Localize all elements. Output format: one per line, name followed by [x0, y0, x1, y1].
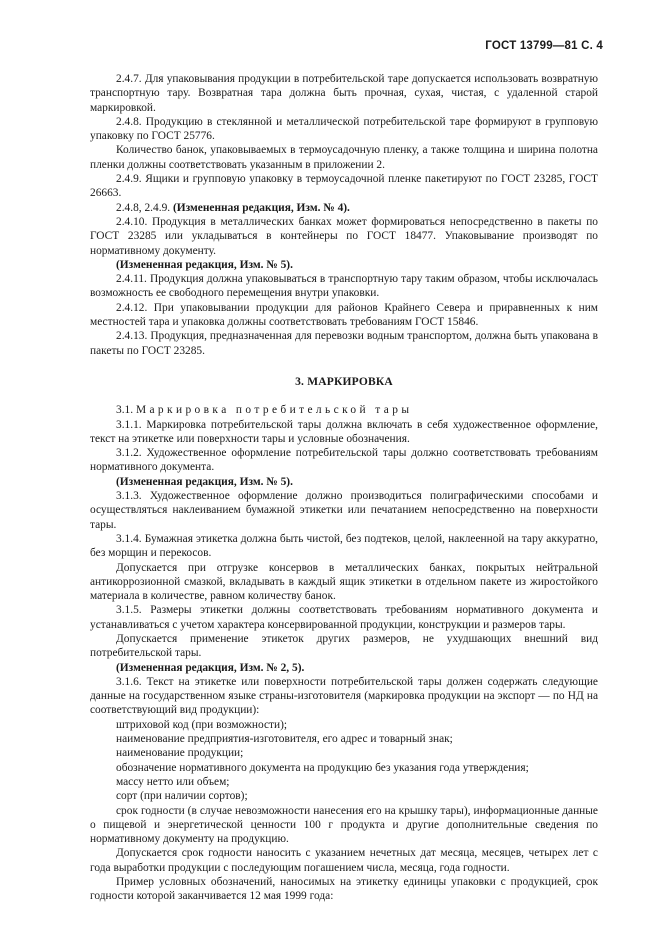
- paragraph-2-4-8: 2.4.8. Продукцию в стеклянной и металлической потребительской таре формируют в групповую упаковку по ГОСТ 25776.: [90, 115, 598, 143]
- amendment-note-izm5-a: (Измененная редакция, Изм. № 5).: [116, 258, 293, 271]
- list-item: сорт (при наличии сортов);: [116, 790, 248, 803]
- list-item: наименование предприятия-изготовителя, его адрес и товарный знак;: [116, 733, 453, 746]
- paragraph-2-4-13: 2.4.13. Продукция, предназначенная для перевозки водным транспортом, должна быть упакована в пакеты по ГОСТ 23285.: [90, 330, 598, 357]
- amendment-note-izm5-b: (Измененная редакция, Изм. № 5).: [116, 475, 293, 488]
- paragraph-2-4-12: 2.4.12. При упаковывании продукции для районов Крайнего Севера и приравненных к ним местностей тара и упаковка должны соответствовать требованиям ГОСТ 15846.: [90, 301, 598, 329]
- section-title: 3. МАРКИРОВКА: [295, 375, 393, 388]
- paragraph-3-1-1: 3.1.1. Маркировка потребительской тары должна включать в себя художественное оформление, текст на этикетке или поверхности тары и условные обозначения.: [90, 418, 598, 445]
- paragraph-2-4-7: 2.4.7. Для упаковывания продукции в потребительской таре допускается использовать возвратную транспортную тару. Возвратная тара должна быть прочная, сухая, чистая, с удаленной старой маркировкой.: [90, 73, 598, 114]
- paragraph-2-4-8-2-4-9-note: [90, 201, 598, 215]
- paragraph-example: Пример условных обозначений, наносимых на этикетку единицы упаковки с продукцией, срок годности которой заканчивается 12 мая 1999 года:: [90, 876, 598, 903]
- paragraph-2-4-10: 2.4.10. Продукция в металлических банках может формироваться непосредственно в пакеты по ГОСТ 23285 или укладываться в контейнеры по ГОСТ 18477. Упаковывание производят по нормативному документу.: [90, 215, 598, 257]
- list-item: массу нетто или объем;: [116, 775, 230, 788]
- paragraph-3-1: [90, 403, 598, 417]
- amendment-note-izm2-5: (Измененная редакция, Изм. № 2, 5).: [116, 661, 305, 674]
- list-item: обозначение нормативного документа на продукцию без указания года утверждения;: [116, 761, 529, 774]
- amendment-note: (Измененная редакция, Изм. № 4).: [172, 201, 350, 214]
- list-item: штриховой код (при возможности);: [116, 718, 288, 731]
- paragraph-3-1-3: 3.1.3. Художественное оформление должно производиться полиграфическими способами и осуществляться наклеиванием бумажной этикетки или печатанием непосредственно на поверхности тары.: [90, 490, 598, 531]
- paragraph-2-4-11: 2.4.11. Продукция должна упаковываться в транспортную тару таким образом, чтобы исключалась возможность ее свободного перемещения внутри упаковки.: [90, 273, 598, 300]
- paragraph-3-1-5: 3.1.5. Размеры этикетки должны соответствовать требованиям нормативного документа и устанавливаться с учетом характера консервированной продукции, конструкции и размеров тары.: [90, 604, 598, 631]
- clause-number: 3.1.: [116, 404, 134, 417]
- paragraph-film-quantity: Количество банок, упаковываемых в термоусадочную пленку, а также толщина и ширина полотна пленки должны соответствовать указанным в приложении 2.: [90, 144, 598, 171]
- subsection-title: Маркировка потребительской тары: [135, 404, 413, 417]
- paragraph-shelf-life: срок годности (в случае невозможности нанесения его на крышку тары), информационные данные о пищевой и энергетической ценности 100 г продукта и другие дополнительные сведения по нормативному документу на продукцию.: [90, 804, 598, 846]
- paragraph-3-1-2: 3.1.2. Художественное оформление потребительской тары должно соответствовать требованиям нормативного документа.: [90, 447, 598, 474]
- clause-number: 2.4.8, 2.4.9.: [116, 201, 171, 214]
- paragraph-3-1-6: 3.1.6. Текст на этикетке или поверхности потребительской тары должен содержать следующие данные на государственном языке страны-изготовителя (маркировка продукции на экспорт — по НД на соответствующий вид продукции):: [90, 675, 598, 717]
- paragraph-2-4-9: 2.4.9. Ящики и групповую упаковку в термоусадочной пленке пакетируют по ГОСТ 23285, ГОСТ 26663.: [90, 173, 598, 200]
- paragraph-3-1-4: 3.1.4. Бумажная этикетка должна быть чистой, без подтеков, целой, наклеенной на тару аккуратно, без морщин и перекосов.: [90, 532, 598, 560]
- paragraph-label-insert: Допускается при отгрузке консервов в металлических банках, покрытых нейтральной антикоррозионной смазкой, вкладывать в каждый ящик этикетки в отдельном пакете из жиростойкого материала в количестве, равном количеству банок.: [90, 561, 598, 603]
- page-header: ГОСТ 13799—81 С. 4: [485, 40, 603, 52]
- paragraph-other-labels: Допускается применение этикеток других размеров, не ухудшающих внешний вид потребительской тары.: [90, 632, 598, 660]
- paragraph-shelf-life-dates: Допускается срок годности наносить с указанием нечетных дат месяца, месяцев, четырех лет с года выработки продукции с последующим погашением числа, месяца, года годности.: [90, 847, 598, 874]
- list-item: наименование продукции;: [116, 747, 244, 760]
- document-body: [90, 72, 598, 904]
